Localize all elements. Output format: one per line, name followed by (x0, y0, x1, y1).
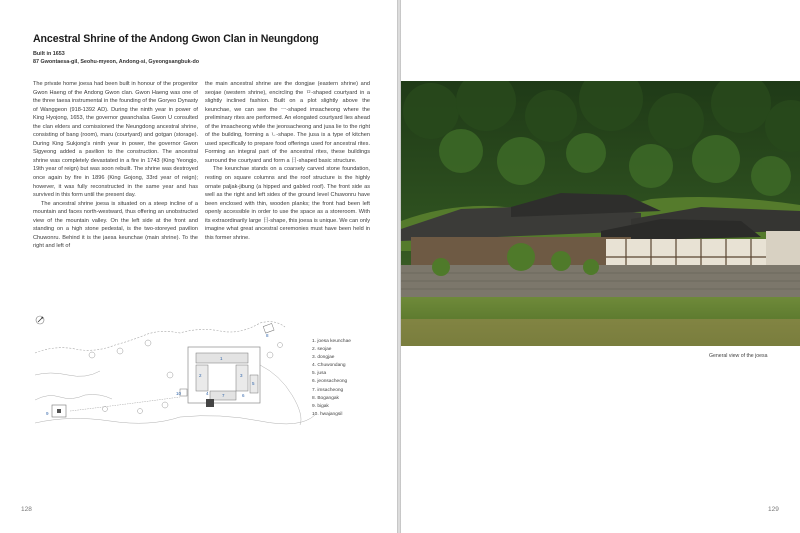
built-date: Built in 1653 (33, 51, 65, 57)
shrine-photo (401, 81, 800, 346)
plan-label: 6 (242, 393, 245, 398)
legend-item: 6. jeonsacheong (312, 379, 348, 385)
paragraph: The keunchae stands on a coarsely carved stone foundation, resting on square columns and the roof structure is the highly ornate paljak-jibung (a hipped and gabled roof). The front side as well as the right and left sides of the ground level Chuwonru have been enclosed with thin, wooden planks; the front had been left openly accessible in order to use the space as a storeroom. With its extraordinarily large 日-shape, this joesa is unique. We can only imagine what great ancestral ceremonies must have been held in this former shrine. (205, 166, 370, 241)
plan-label: 8 (266, 333, 269, 338)
north-arrow-icon (36, 316, 44, 324)
legend-item: 7. imsacheong (312, 387, 344, 393)
legend-item: 9. bigak (312, 403, 329, 409)
left-page (0, 0, 397, 533)
plan-label: 10 (176, 391, 182, 396)
plan-label: 4 (206, 391, 209, 396)
legend-item: 2. seojae (312, 347, 332, 353)
page-number-right: 129 (768, 506, 779, 513)
plan-label: 3 (240, 373, 243, 378)
legend-item: 10. hwajangsil (312, 411, 343, 417)
address: 87 Gwontaesa-gil, Seohu-myeon, Andong-si, Gyeongsangbuk-do (33, 59, 200, 65)
article-title: Ancestral Shrine of the Andong Gwon Clan in Neungdong (33, 33, 319, 45)
plan-label: 9 (46, 411, 49, 416)
plan-label: 1 (220, 356, 223, 361)
photo-caption: General view of the joesa (709, 353, 768, 359)
right-page (401, 0, 800, 533)
legend-item: 5. jusa (312, 371, 327, 377)
legend-item: 1. joesa keunchae (312, 339, 351, 344)
text-column-2 (205, 80, 370, 242)
paragraph: The ancestral shrine joesa is situated on a steep incline of a mountain and faces north-westward, thus offering an unobstructed view of the mountain valley. On the left side at the front and standing on a high stone pedestal, is the two-storeyed pavilion Chuwonru. Behind it is the jaesa keunchae (main shrine). To the right and left of (33, 200, 198, 250)
legend-item: 3. dongjae (312, 355, 335, 361)
plan-legend (312, 338, 351, 419)
page-number-left: 128 (21, 506, 32, 513)
text-column-1 (33, 80, 198, 251)
plan-label: 7 (222, 393, 225, 398)
legend-item: 8. Bogangak (312, 395, 339, 401)
legend-item: 4. Chuwondang (312, 363, 346, 369)
site-plan (30, 305, 320, 435)
paragraph: the main ancestral shrine are the dongjae (eastern shrine) and seojae (western shrine), encircling the ㅁ-shaped courtyard in a slightly inclined fashion. Built on a plot slightly above the keunchae, we can see the ㅡ-shaped imsacheong where the preliminary rites are performed. An elongated courtyard lies ahead of the imsacheong while the jeonsacheong and jusa lie to the right of the building, forming a ㄴ-shape. The jusa is a type of kitchen used specifically to prepare food offerings used for ancestral rites. Forming an integral part of the ancestral rites, these buildings surround the courtyard and form a 日-shaped basic structure. (205, 81, 370, 164)
plan-label: 5 (252, 381, 255, 386)
plan-label: 2 (199, 373, 202, 378)
paragraph: The private home joesa had been built in honour of the progenitor Gwon Haeng of the Andong Gwon clan. Gwon Haeng was one of the three taesa instrumental in the founding of the Goryeo Dynasty of Wanggeon (918-1392 AD). During the ninth year in power of King Hyojong, 1653, the governor gwanchalsa Gwon U consulted the clan elders and comissioned the Neungdong ancestral shrine, consisting of bang (room), maru (courtyard) and gotgan (storage). During King Sukjong's ninth year in power, the governor Gwon Sigyeong added a pavilion to the construction. The ancestral shrine was completely devastated in a fire in 1743 (King Yeongjo, 19th year of reign) but was soon rebuilt. The shrine was destroyed once again by fire in 1896 (King Gojong, 33rd year of reign); however, it was fully reconstructed in the same year and has survived in this form until the present day. (33, 81, 198, 199)
